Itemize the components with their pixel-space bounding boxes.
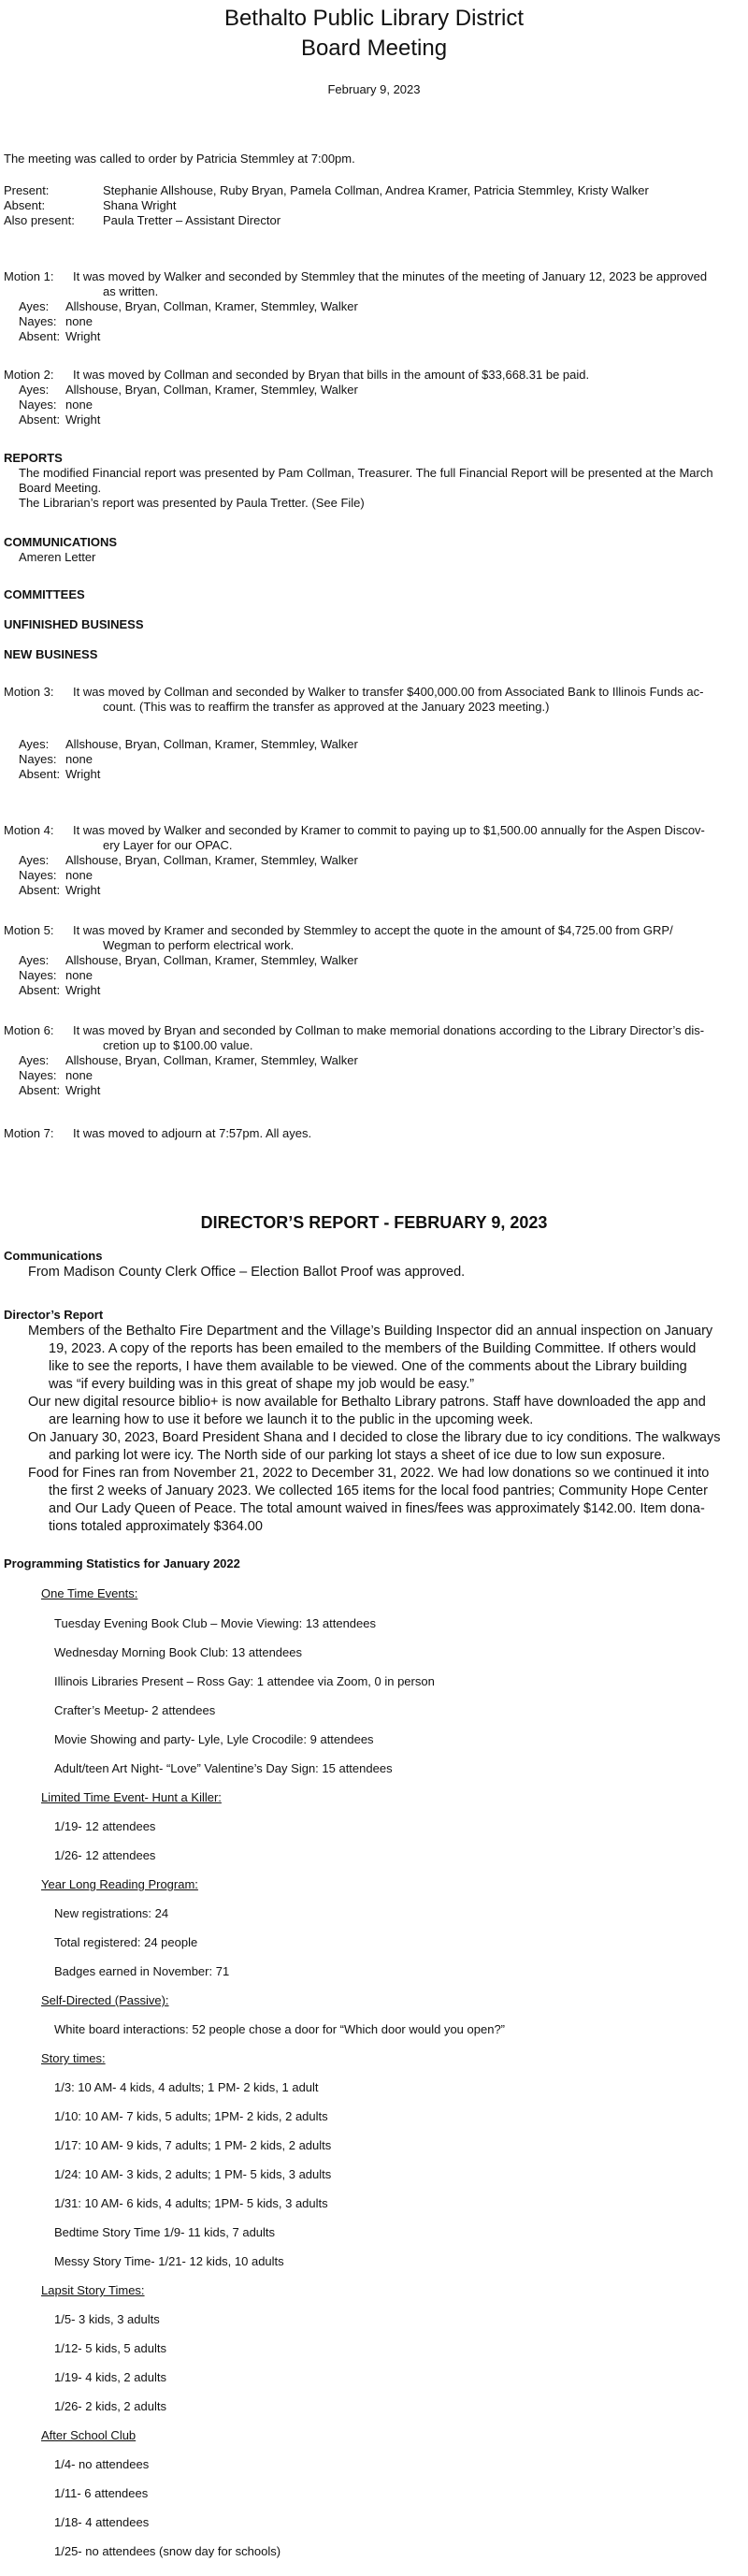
ayes-list: Allshouse, Bryan, Collman, Kramer, Stemmley, Walker [65,299,358,313]
motion-text: It was moved by Walker and seconded by Stemmley that the minutes of the meeting of January 12, 2023 be approved [73,269,708,283]
absent-vote-label: Absent: [19,1083,61,1097]
nayes-label: Nayes: [19,968,57,982]
stat-item: 1/19- 4 kids, 2 adults [54,2370,166,2384]
new-business-heading: NEW BUSINESS [4,647,98,661]
nayes-list: none [65,398,93,412]
motion-text-cont: as written. [103,284,159,298]
stat-item: 1/19- 12 attendees [54,1819,156,1833]
nayes-list: none [65,314,93,328]
absent-vote-list: Wright [65,767,101,781]
absent-vote-label: Absent: [19,767,61,781]
director-paragraph-line: tions totaled approximately $364.00 [49,1519,263,1534]
stat-item: Bedtime Story Time 1/9- 11 kids, 7 adults [54,2225,276,2239]
director-paragraph-line: On January 30, 2023, Board President Shana and I decided to close the library due to icy conditions. The walkways [28,1430,721,1445]
document-title: Bethalto Public Library District [223,6,525,31]
also-present-label: Also present: [4,213,75,227]
ayes-list: Allshouse, Bryan, Collman, Kramer, Stemmley, Walker [65,953,358,967]
ayes-label: Ayes: [19,737,50,751]
nayes-label: Nayes: [19,752,57,766]
communications-heading: COMMUNICATIONS [4,535,118,549]
stat-item: 1/25- no attendees (snow day for schools) [54,2544,281,2558]
director-paragraph-line: 19, 2023. A copy of the reports has been emailed to the members of the Building Committee. If others would [49,1341,697,1356]
ayes-label: Ayes: [19,953,50,967]
stat-item: Total registered: 24 people [54,1935,198,1949]
stat-item: 1/31: 10 AM- 6 kids, 4 adults; 1PM- 5 kids, 3 adults [54,2196,328,2210]
communications-item: Ameren Letter [19,550,96,564]
stat-item: 1/5- 3 kids, 3 adults [54,2312,160,2326]
director-comm-text: From Madison County Clerk Office – Election Ballot Proof was approved. [28,1265,466,1280]
stat-item: Tuesday Evening Book Club – Movie Viewing: 13 attendees [54,1616,376,1630]
absent-label: Absent: [4,198,46,212]
motion-text: It was moved to adjourn at 7:57pm. All ayes. [73,1126,312,1140]
motion-text: It was moved by Collman and seconded by Bryan that bills in the amount of $33,668.31 be paid. [73,368,590,382]
director-paragraph-line: Food for Fines ran from November 21, 2022 to December 31, 2022. We had low donations so we continued it into [28,1466,710,1481]
director-comm-heading: Communications [4,1249,103,1263]
motion-label: Motion 7: [4,1126,54,1140]
director-paragraph-line: like to see the reports, I have them available to be viewed. One of the comments about the Library building [49,1359,687,1374]
motion-text-cont: count. (This was to reaffirm the transfer as approved at the January 2023 meeting.) [103,700,550,714]
section-title: Story times: [41,2051,106,2065]
nayes-list: none [65,968,93,982]
director-paragraph-line: the first 2 weeks of January 2023. We collected 165 items for the local food pantries; Community Hope Center [49,1483,708,1498]
also-present-list: Paula Tretter – Assistant Director [103,213,281,227]
reports-heading: REPORTS [4,451,63,465]
stat-item: White board interactions: 52 people chose a door for “Which door would you open?” [54,2022,506,2036]
motion-label: Motion 2: [4,368,54,382]
motion-label: Motion 4: [4,823,54,837]
motion-text: It was moved by Collman and seconded by Walker to transfer $400,000.00 from Associated Bank to Illinois Funds ac- [73,685,704,699]
stat-item: Wednesday Morning Book Club: 13 attendees [54,1645,302,1659]
director-paragraph-line: Members of the Bethalto Fire Department and the Village’s Building Inspector did an annual inspection on January [28,1324,713,1339]
nayes-list: none [65,752,93,766]
stat-item: 1/18- 4 attendees [54,2515,150,2529]
director-paragraph-line: are learning how to use it before we launch it to the public in the upcoming week. [49,1412,534,1427]
stat-item: Movie Showing and party- Lyle, Lyle Crocodile: 9 attendees [54,1732,374,1746]
nayes-list: none [65,868,93,882]
ayes-label: Ayes: [19,1053,50,1067]
section-title: Lapsit Story Times: [41,2283,145,2297]
ayes-label: Ayes: [19,383,50,397]
motion-text-cont: cretion up to $100.00 value. [103,1038,253,1052]
absent-vote-list: Wright [65,329,101,343]
stat-item: Messy Story Time- 1/21- 12 kids, 10 adults [54,2254,284,2268]
section-title: Self-Directed (Passive): [41,1993,169,2007]
committees-heading: COMMITTEES [4,587,85,601]
ayes-label: Ayes: [19,853,50,867]
stat-item: 1/4- no attendees [54,2457,150,2471]
reports-line: The Librarian’s report was presented by Paula Tretter. (See File) [19,496,365,510]
absent-list: Shana Wright [103,198,177,212]
call-to-order: The meeting was called to order by Patricia Stemmley at 7:00pm. [4,152,355,166]
present-label: Present: [4,183,50,197]
motion-label: Motion 1: [4,269,54,283]
absent-vote-list: Wright [65,883,101,897]
stat-item: 1/24: 10 AM- 3 kids, 2 adults; 1 PM- 5 kids, 3 adults [54,2167,332,2181]
stat-item: 1/26- 2 kids, 2 adults [54,2399,166,2413]
reports-line: Board Meeting. [19,481,102,495]
stat-item: Badges earned in November: 71 [54,1964,230,1978]
absent-vote-list: Wright [65,412,101,427]
nayes-label: Nayes: [19,1068,57,1082]
document-subtitle: Board Meeting [300,36,448,61]
director-report-title: DIRECTOR’S REPORT - FEBRUARY 9, 2023 [200,1213,548,1232]
motion-text: It was moved by Kramer and seconded by Stemmley to accept the quote in the amount of $4,725.00 from GRP/ [73,923,673,937]
absent-vote-label: Absent: [19,883,61,897]
section-title: One Time Events: [41,1586,138,1600]
director-paragraph-line: Our new digital resource biblio+ is now available for Bethalto Library patrons. Staff have downloaded the app and [28,1395,706,1410]
absent-vote-list: Wright [65,983,101,997]
absent-vote-label: Absent: [19,983,61,997]
section-title: Year Long Reading Program: [41,1877,198,1891]
stat-item: 1/10: 10 AM- 7 kids, 5 adults; 1PM- 2 kids, 2 adults [54,2109,328,2123]
programming-heading: Programming Statistics for January 2022 [4,1556,240,1570]
stat-item: New registrations: 24 [54,1906,169,1920]
reports-line: The modified Financial report was presented by Pam Collman, Treasurer. The full Financial Report will be presented at the March [19,466,713,480]
ayes-list: Allshouse, Bryan, Collman, Kramer, Stemmley, Walker [65,737,358,751]
ayes-list: Allshouse, Bryan, Collman, Kramer, Stemmley, Walker [65,383,358,397]
ayes-list: Allshouse, Bryan, Collman, Kramer, Stemmley, Walker [65,1053,358,1067]
motion-text: It was moved by Walker and seconded by Kramer to commit to paying up to $1,500.00 annually for the Aspen Discov- [73,823,705,837]
stat-item: Adult/teen Art Night- “Love” Valentine’s Day Sign: 15 attendees [54,1761,393,1775]
present-list: Stephanie Allshouse, Ruby Bryan, Pamela Collman, Andrea Kramer, Patricia Stemmley, Kristy Walker [103,183,649,197]
stat-item: Illinois Libraries Present – Ross Gay: 1 attendee via Zoom, 0 in person [54,1674,435,1688]
nayes-label: Nayes: [19,398,57,412]
motion-label: Motion 3: [4,685,54,699]
absent-vote-list: Wright [65,1083,101,1097]
motion-label: Motion 6: [4,1023,54,1037]
director-paragraph-line: was “if every building was in this great of shape my job would be easy.” [49,1377,475,1392]
director-paragraph-line: and Our Lady Queen of Peace. The total amount waived in fines/fees was approximately $142.00. Item dona- [49,1501,705,1516]
nayes-list: none [65,1068,93,1082]
stat-item: 1/17: 10 AM- 9 kids, 7 adults; 1 PM- 2 kids, 2 adults [54,2138,332,2152]
nayes-label: Nayes: [19,314,57,328]
motion-text-cont: Wegman to perform electrical work. [103,938,295,952]
stat-item: Crafter’s Meetup- 2 attendees [54,1703,216,1717]
ayes-list: Allshouse, Bryan, Collman, Kramer, Stemmley, Walker [65,853,358,867]
absent-vote-label: Absent: [19,329,61,343]
nayes-label: Nayes: [19,868,57,882]
director-report-heading: Director’s Report [4,1308,104,1322]
stat-item: 1/26- 12 attendees [54,1848,156,1862]
meeting-date: February 9, 2023 [327,82,421,96]
ayes-label: Ayes: [19,299,50,313]
stat-item: 1/3: 10 AM- 4 kids, 4 adults; 1 PM- 2 kids, 1 adult [54,2080,319,2094]
motion-text: It was moved by Bryan and seconded by Collman to make memorial donations according to the Library Director’s dis- [73,1023,705,1037]
stat-item: 1/12- 5 kids, 5 adults [54,2341,166,2355]
section-title: Limited Time Event- Hunt a Killer: [41,1790,222,1804]
absent-vote-label: Absent: [19,412,61,427]
motion-text-cont: ery Layer for our OPAC. [103,838,233,852]
section-title: After School Club [41,2428,137,2442]
motion-label: Motion 5: [4,923,54,937]
stat-item: 1/11- 6 attendees [54,2486,149,2500]
director-paragraph-line: and parking lot were icy. The North side of our parking lot stays a sheet of ice due to low sun exposure. [49,1448,666,1463]
unfinished-business-heading: UNFINISHED BUSINESS [4,617,144,631]
